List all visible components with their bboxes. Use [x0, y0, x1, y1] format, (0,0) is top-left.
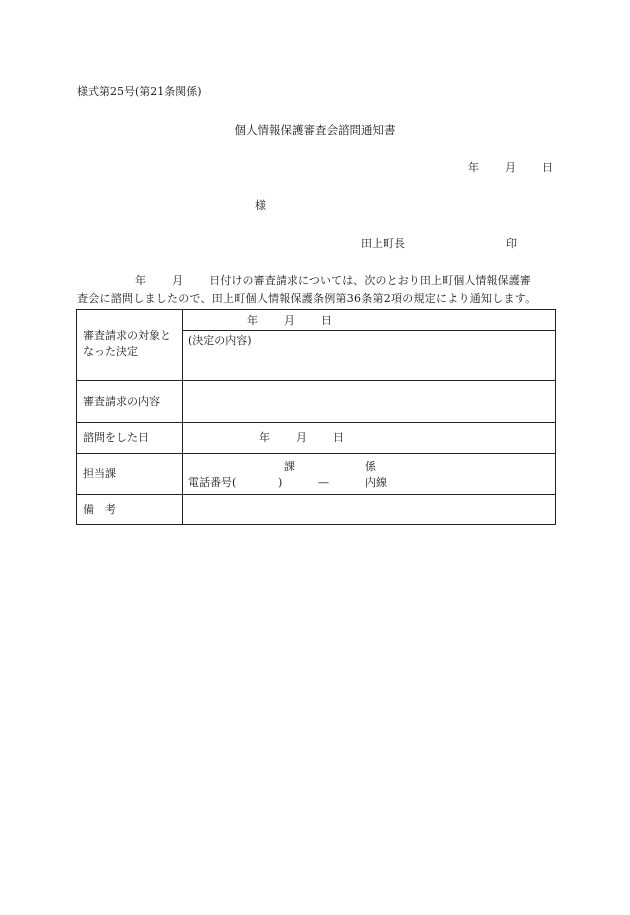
department-row	[77, 454, 556, 495]
phone-close: )	[278, 476, 283, 489]
decision-label: 審査請求の対象と なった決定	[83, 329, 171, 358]
consult-date-day: 日	[333, 431, 344, 445]
decision-content-label: (決定の内容)	[188, 334, 252, 347]
consult-date-month: 月	[296, 431, 307, 445]
dept-unit: 係	[365, 460, 376, 473]
phone-dash: —	[318, 476, 329, 489]
issuer-name: 田上町長	[361, 237, 405, 250]
request-content-cell[interactable]	[183, 381, 556, 423]
decision-date-year: 年	[247, 314, 258, 327]
decision-row	[77, 310, 556, 381]
issue-date-year: 年	[468, 161, 479, 174]
form-number: 様式第25号(第21条関係)	[77, 85, 202, 98]
decision-date-day: 日	[321, 314, 332, 327]
request-content-label: 審査請求の内容	[77, 381, 183, 423]
decision-cell[interactable]	[183, 310, 556, 381]
remarks-label: 備 考	[77, 495, 183, 525]
body-rest: 日付けの審査請求については、次のとおり田上町個人情報保護審	[209, 274, 531, 287]
seal-mark: 印	[506, 237, 517, 250]
body-line-1	[77, 275, 531, 286]
consult-date-row	[77, 423, 556, 454]
department-cell[interactable]	[183, 454, 556, 495]
remarks-row	[77, 495, 556, 525]
extension-label: 内線	[365, 476, 387, 489]
issue-date	[468, 162, 553, 173]
issue-date-month: 月	[505, 161, 516, 174]
consult-date-year: 年	[259, 431, 270, 445]
consult-date-cell[interactable]	[183, 423, 556, 454]
decision-date-month: 月	[284, 314, 295, 327]
document-title: 個人情報保護審査会諮問通知書	[234, 123, 396, 137]
remarks-cell[interactable]	[183, 495, 556, 525]
body-month: 月	[172, 274, 184, 287]
decision-label-cell	[77, 310, 183, 381]
notice-form-table	[76, 309, 556, 525]
dept-section: 課	[284, 460, 295, 473]
phone-label: 電話番号(	[188, 476, 237, 489]
department-label: 担当課	[77, 454, 183, 495]
body-year: 年	[135, 274, 147, 287]
recipient-suffix: 様	[255, 199, 266, 212]
body-line-2: 査会に諮問しましたので、田上町個人情報保護条例第36条第2項の規定により通知します。	[77, 292, 537, 305]
issue-date-day: 日	[542, 161, 553, 174]
request-content-row	[77, 381, 556, 423]
consult-date-label: 諮問をした日	[77, 423, 183, 454]
decision-date	[247, 313, 332, 329]
